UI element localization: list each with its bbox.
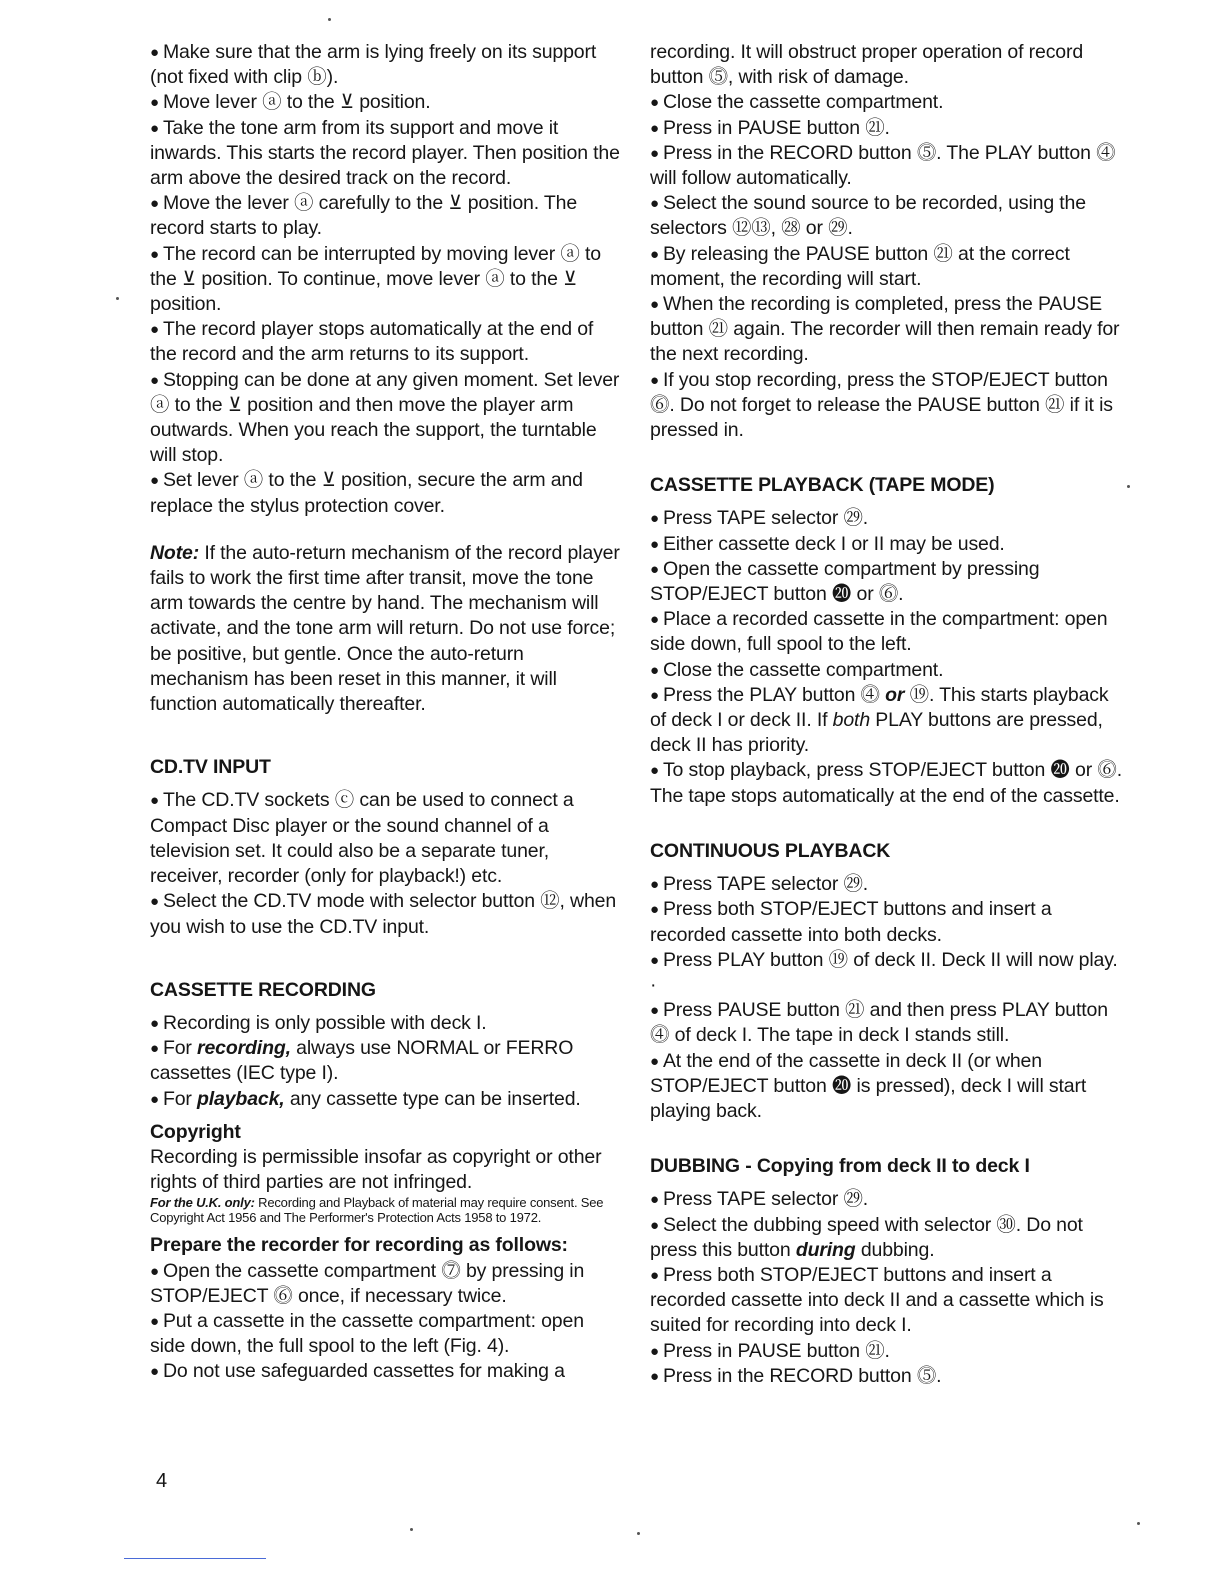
list-item: ● Select the sound source to be recorded, using the selectors ⑫⑬, ㉘ or ㉙. [650, 191, 1124, 241]
list-item: ● Press PLAY button ⑲ of deck II. Deck II will now play. · [650, 948, 1124, 998]
scan-speck [1127, 485, 1130, 488]
list-item: ● Select the CD.TV mode with selector button ⑫, when you wish to use the CD.TV input. [150, 889, 624, 939]
note-label: Note: [150, 541, 200, 564]
list-item: ● Take the tone arm from its support and move it inwards. This starts the record player. Then position the arm above the desired track on the record. [150, 116, 624, 192]
left-column [150, 40, 624, 1385]
list-item: ● Set lever ⓐ to the ⊻ position, secure the arm and replace the stylus protection cover. [150, 468, 624, 518]
list-item: ● The record player stops automatically at the end of the record and the arm returns to its support. [150, 317, 624, 367]
note-paragraph [150, 541, 624, 717]
list-item: ● Make sure that the arm is lying freely on its support (not fixed with clip ⓑ). [150, 40, 624, 90]
continuous-playback-heading: CONTINUOUS PLAYBACK [650, 839, 891, 862]
list-item: ● Press in the RECORD button ⓹. [650, 1364, 1124, 1389]
uk-footnote: For the U.K. only: Recording and Playback of material may require consent. See Copyright Act 1956 and The Performer's Protection Acts 1958 to 1972. [150, 1195, 604, 1226]
scan-speck [1137, 1522, 1140, 1525]
list-item: ● Press in PAUSE button ㉑. [650, 116, 1124, 141]
list-item: ● Press both STOP/EJECT buttons and insert a recorded cassette into both decks. [650, 897, 1124, 947]
list-item: ● Do not use safeguarded cassettes for making a [150, 1359, 624, 1384]
turntable-instructions [150, 40, 624, 519]
scan-speck [328, 18, 331, 21]
list-item: ● Stopping can be done at any given moment. Set lever ⓐ to the ⊻ position and then move the player arm outwards. When you reach the support, the turntable will stop. [150, 368, 624, 469]
list-item: ● If you stop recording, press the STOP/EJECT button ⓺. Do not forget to release the PAUSE button ㉑ if it is pressed in. [650, 368, 1124, 444]
list-item: ● Select the dubbing speed with selector ㉚. Do not press this button during dubbing. [650, 1213, 1124, 1263]
footer-rule [124, 1558, 266, 1559]
scan-speck [410, 1528, 413, 1531]
scan-speck [637, 1532, 640, 1535]
right-column [650, 40, 1124, 1389]
list-item: ● At the end of the cassette in deck II (or when STOP/EJECT button ⓴ is pressed), deck I will start playing back. [650, 1049, 1124, 1125]
list-item: ● Move the lever ⓐ carefully to the ⊻ position. The record starts to play. [150, 191, 624, 241]
list-item: ● Press in PAUSE button ㉑. [650, 1339, 1124, 1364]
list-item: ● Recording is only possible with deck I. [150, 1011, 624, 1036]
list-item: ● Either cassette deck I or II may be used. [650, 532, 1124, 557]
list-item: ● Open the cassette compartment by pressing STOP/EJECT button ⓴ or ⓺. [650, 557, 1124, 607]
cdtv-heading: CD.TV INPUT [150, 756, 271, 779]
list-item: ● The CD.TV sockets ⓒ can be used to connect a Compact Disc player or the sound channel of a television set. It could also be a separate tuner, receiver, recorder (only for playback!) etc. [150, 788, 624, 889]
list-item: ● Press in the RECORD button ⓹. The PLAY button ⓸ will follow automatically. [650, 141, 1124, 191]
dubbing-heading: DUBBING - Copying from deck II to deck I [650, 1155, 1030, 1178]
continuation-text: recording. It will obstruct proper operation of record button ⓹, with risk of damage. [650, 41, 1084, 89]
list-item: ● Press TAPE selector ㉙. [650, 1187, 1124, 1212]
copyright-heading: Copyright [150, 1120, 241, 1143]
list-item: ● Close the cassette compartment. [650, 90, 1124, 115]
list-item: ● Open the cassette compartment ⓻ by pressing in STOP/EJECT ⓺ once, if necessary twice. [150, 1259, 624, 1309]
list-item: ● The record can be interrupted by moving lever ⓐ to the ⊻ position. To continue, move lever ⓐ to the ⊻ position. [150, 242, 624, 318]
prepare-heading: Prepare the recorder for recording as follows: [150, 1234, 568, 1257]
page-number: 4 [156, 1470, 168, 1492]
cassette-playback-heading: CASSETTE PLAYBACK (TAPE MODE) [650, 474, 995, 497]
list-item: ● By releasing the PAUSE button ㉑ at the correct moment, the recording will start. [650, 242, 1124, 292]
list-item: ● Press TAPE selector ㉙. [650, 872, 1124, 897]
list-item: ● When the recording is completed, press the PAUSE button ㉑ again. The recorder will then remain ready for the next recording. [650, 292, 1124, 368]
list-item: ● For playback, any cassette type can be inserted. [150, 1087, 624, 1112]
list-item: ● Put a cassette in the cassette compartment: open side down, the full spool to the left (Fig. 4). [150, 1309, 624, 1359]
list-item: ● Move lever ⓐ to the ⊻ position. [150, 90, 624, 115]
list-item: ● Close the cassette compartment. [650, 658, 1124, 683]
list-item: ● For recording, always use NORMAL or FERRO cassettes (IEC type I). [150, 1036, 624, 1086]
note-text: If the auto-return mechanism of the record player fails to work the first time after transit, move the tone arm towards the centre by hand. The mechanism will activate, and the tone arm will return. Do not use force; be positive, but gentle. Once the auto-return mechanism has been reset in this manner, it will function automatically thereafter. [150, 541, 620, 716]
list-item: ● To stop playback, press STOP/EJECT button ⓴ or ⓺. The tape stops automatically at the end of the cassette. [650, 758, 1124, 808]
list-item: ● Press both STOP/EJECT buttons and insert a recorded cassette into deck II and a cassette which is suited for recording into deck I. [650, 1263, 1124, 1339]
scan-speck [116, 297, 119, 300]
list-item: ● Press the PLAY button ⓸ or ⑲. This starts playback of deck I or deck II. If both PLAY buttons are pressed, deck II has priority. [650, 683, 1124, 759]
list-item: ● Place a recorded cassette in the compartment: open side down, full spool to the left. [650, 607, 1124, 657]
cassette-recording-heading: CASSETTE RECORDING [150, 978, 376, 1001]
list-item: ● Press PAUSE button ㉑ and then press PLAY button ⓸ of deck I. The tape in deck I stands still. [650, 998, 1124, 1048]
copyright-text: Recording is permissible insofar as copyright or other rights of third parties are not infringed. [150, 1145, 602, 1194]
list-item: ● Press TAPE selector ㉙. [650, 506, 1124, 531]
